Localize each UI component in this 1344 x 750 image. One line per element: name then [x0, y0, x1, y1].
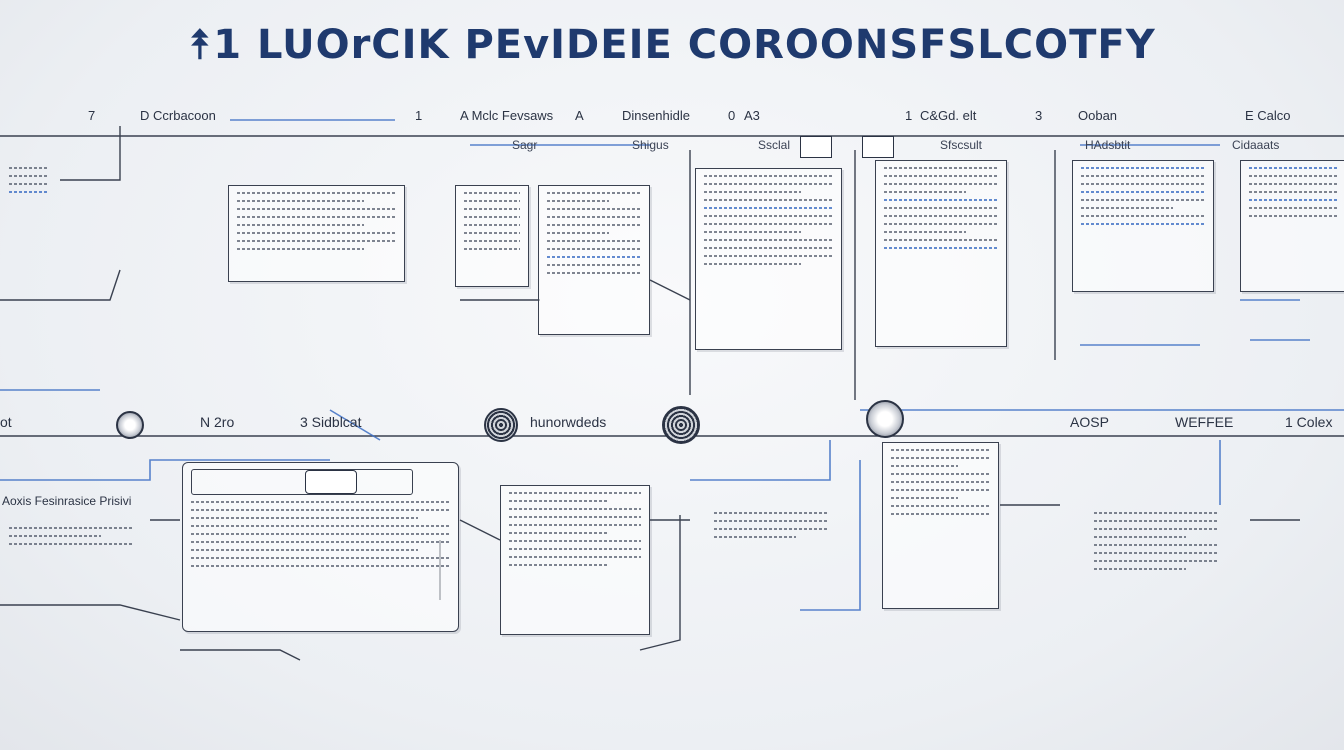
header-2-num: 1 — [415, 108, 423, 123]
subheader-1: Sagr — [512, 138, 538, 152]
header-3-num: A — [575, 108, 584, 123]
row-label-1: ot — [0, 414, 12, 430]
dial-icon — [484, 408, 518, 442]
text-panel — [500, 485, 650, 635]
header-1-label: D Ccrbacoon — [140, 108, 216, 123]
row-label-6: WEFFEE — [1175, 414, 1234, 430]
header-6-label: Ooban — [1078, 108, 1118, 123]
row-label-5: AOSP — [1070, 414, 1109, 430]
header-4-label: A3 — [744, 108, 760, 123]
subheader-5: HAdsbtit — [1085, 138, 1131, 152]
text-panel — [538, 185, 650, 335]
text-block — [0, 160, 57, 252]
row-label-2: N 2ro — [200, 414, 235, 430]
header-3-label: Dinsenhidle — [622, 108, 690, 123]
text-panel — [228, 185, 405, 282]
diagram-title: ⯭1 LUOrCIK PEvIDEIE COROONSFSLCOTFY — [188, 22, 1156, 68]
left-label: Aoxis Fesinrasice Prisivi — [2, 494, 132, 508]
header-2-label: A Mclc Fevsaws — [460, 108, 554, 123]
text-panel — [455, 185, 529, 287]
subheader-3: Ssclal — [758, 138, 791, 152]
header-7-label: E Calco — [1245, 108, 1291, 123]
text-block — [0, 520, 142, 572]
knob-icon — [116, 411, 144, 439]
dial-icon — [662, 406, 700, 444]
text-panel — [882, 442, 999, 609]
text-panel — [1072, 160, 1214, 292]
text-block — [705, 505, 837, 569]
tag-box — [862, 136, 894, 158]
row-label-3: 3 Sidblcat — [300, 414, 362, 430]
header-5-num: 1 — [905, 108, 913, 123]
text-block — [1085, 505, 1227, 617]
text-panel — [695, 168, 842, 350]
subheader-4: Sfscsult — [940, 138, 983, 152]
text-panel — [1240, 160, 1344, 292]
subheader-2: Shigus — [632, 138, 669, 152]
header-1-num: 7 — [88, 108, 96, 123]
row-label-4: hunorwdeds — [530, 414, 607, 430]
subheader-6: Cidaaats — [1232, 138, 1280, 152]
row-label-7: 1 Colex — [1285, 414, 1333, 430]
tag-box — [305, 470, 357, 494]
text-panel — [875, 160, 1007, 347]
header-6-num: 3 — [1035, 108, 1043, 123]
header-5-label: C&Gd. elt — [920, 108, 977, 123]
tag-box — [800, 136, 832, 158]
header-4-num: 0 — [728, 108, 736, 123]
knob-icon — [866, 400, 904, 438]
